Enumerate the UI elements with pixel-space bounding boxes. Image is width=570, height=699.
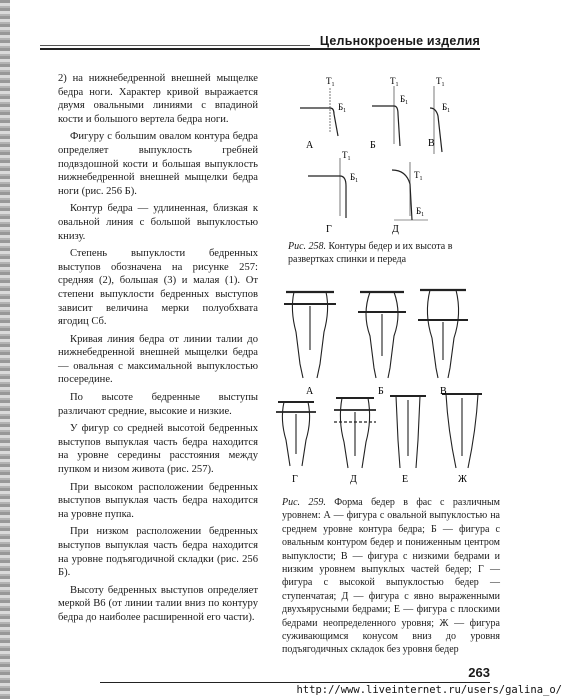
figure-259: [270, 280, 500, 486]
mark-t: $Т_1$: [326, 76, 335, 88]
paragraph: При высоком расположении бедренных выступов выпуклая часть бедра находится на уровне пупка.: [58, 481, 258, 520]
fig258-caption: Рис. 258. Контуры бедер и их высота в развертках спинки и переда: [288, 241, 453, 266]
fig259-label-v: В: [440, 386, 447, 397]
source-url[interactable]: http://www.liveinternet.ru/users/galina_o/: [296, 684, 562, 696]
page-number: 263: [468, 665, 490, 680]
paragraph: Степень выпуклости бедренных выступов обозначена на рисунке 257: средняя (2), большая (3) и малая (1). От степени выпуклости бедренных выступов зависит величина мерки полуобхвата ягодиц Сб.: [58, 248, 258, 328]
footer-rule: [100, 682, 490, 683]
leg-figure-d: [334, 398, 376, 468]
mark-b: $Б_1$: [400, 94, 409, 106]
leg-figure-e: [390, 396, 426, 468]
leg-figure-b: [358, 292, 406, 378]
leg-figure-a: [284, 292, 336, 378]
paragraph: По высоте бедренные выступы различают средние, высокие и низкие.: [58, 392, 258, 417]
body-column: [58, 72, 258, 629]
fig259-label-d: Д: [350, 474, 357, 485]
fig258-label-a: А: [306, 140, 314, 151]
running-header: [40, 34, 480, 50]
mark-t: $Т_1$: [342, 150, 351, 162]
contour-d: [392, 170, 412, 220]
paragraph: При низком расположении бедренных выступов выпуклая часть бедра находится на уровне подъягодичной складки (рис. 256 Б).: [58, 526, 258, 579]
mark-b: $Б_1$: [350, 172, 359, 184]
fig259-caption: Рис. 259. Форма бедер в фас с различным уровнем: А — фигура с овальной выпуклостью на среднем уровне контура бедра; Б — фигура с овальным контуром бедер и пониженным центром выпуклости; В — фигура с низкими бедрами и низким уровнем выпуклых частей бедер; Г — фигура с высокой выпуклостью бедер — ступенчатая; Д — фигура с явно выраженными двухъярусными бедрами; Е — фигура с плоскими бедрами неопределенного уровня; Ж — фигура суживающимся конусом вниз до уровня подъягодичных складок без уровня бедер: [282, 497, 501, 656]
leg-figure-g: [276, 402, 316, 466]
fig259-label-zh: Ж: [458, 474, 467, 485]
contour-a: [300, 108, 338, 136]
figure-258: [282, 66, 502, 242]
section-title: Цельнокроеные изделия: [319, 34, 480, 48]
fig258-label-v: В: [428, 138, 435, 149]
mark-t: $Т_1$: [390, 76, 399, 88]
paragraph: У фигур со средней высотой бедренных выступов выпуклая часть бедра находится на уровне середины расстояния между пупком и низом живота (рис. 257).: [58, 423, 258, 476]
paragraph: Фигуру с большим овалом контура бедра определяет выпуклость гребней подвздошной кости и большая выпуклость нижнебедренной внешней мыщелки бедра ноги (рис. 256 Б).: [58, 131, 258, 197]
fig258-label-d: Д: [392, 224, 399, 235]
paragraph: Высоту бедренных выступов определяет меркой В6 (от линии талии вниз по контуру бедра до наиболее расширенной его части).: [58, 584, 258, 623]
mark-b: $Б_1$: [442, 102, 451, 114]
header-rule: [40, 48, 480, 50]
scan-binding-edge: [0, 0, 10, 699]
fig259-label-a: А: [306, 386, 314, 397]
paragraph: Кривая линия бедра от линии талии до нижнебедренной внешней мыщелки бедра — овальная с максимальной выпуклостью посередине.: [58, 333, 258, 386]
fig258-label-b: Б: [370, 140, 376, 151]
mark-b: $Б_1$: [416, 206, 425, 218]
mark-t: $Т_1$: [414, 170, 423, 182]
fig259-label-e: Е: [402, 474, 409, 485]
fig258-label-g: Г: [326, 224, 332, 235]
mark-b: $Б_1$: [338, 102, 347, 114]
fig259-label-b: Б: [378, 386, 384, 397]
fig259-label-g: Г: [292, 474, 298, 485]
mark-t: $Т_1$: [436, 76, 445, 88]
leg-figure-zh: [442, 394, 482, 468]
paragraph: 2) на нижнебедренной внешней мыщелке бедра ноги. Характер кривой выражается двумя овальными линиями с впадиной кости и большого вертела бедра ноги.: [58, 73, 258, 125]
leg-figure-v: [418, 290, 468, 378]
contour-b: [372, 106, 400, 146]
paragraph: Контур бедра — удлиненная, близкая к овальной линия с большой выпуклостью книзу.: [58, 203, 258, 242]
